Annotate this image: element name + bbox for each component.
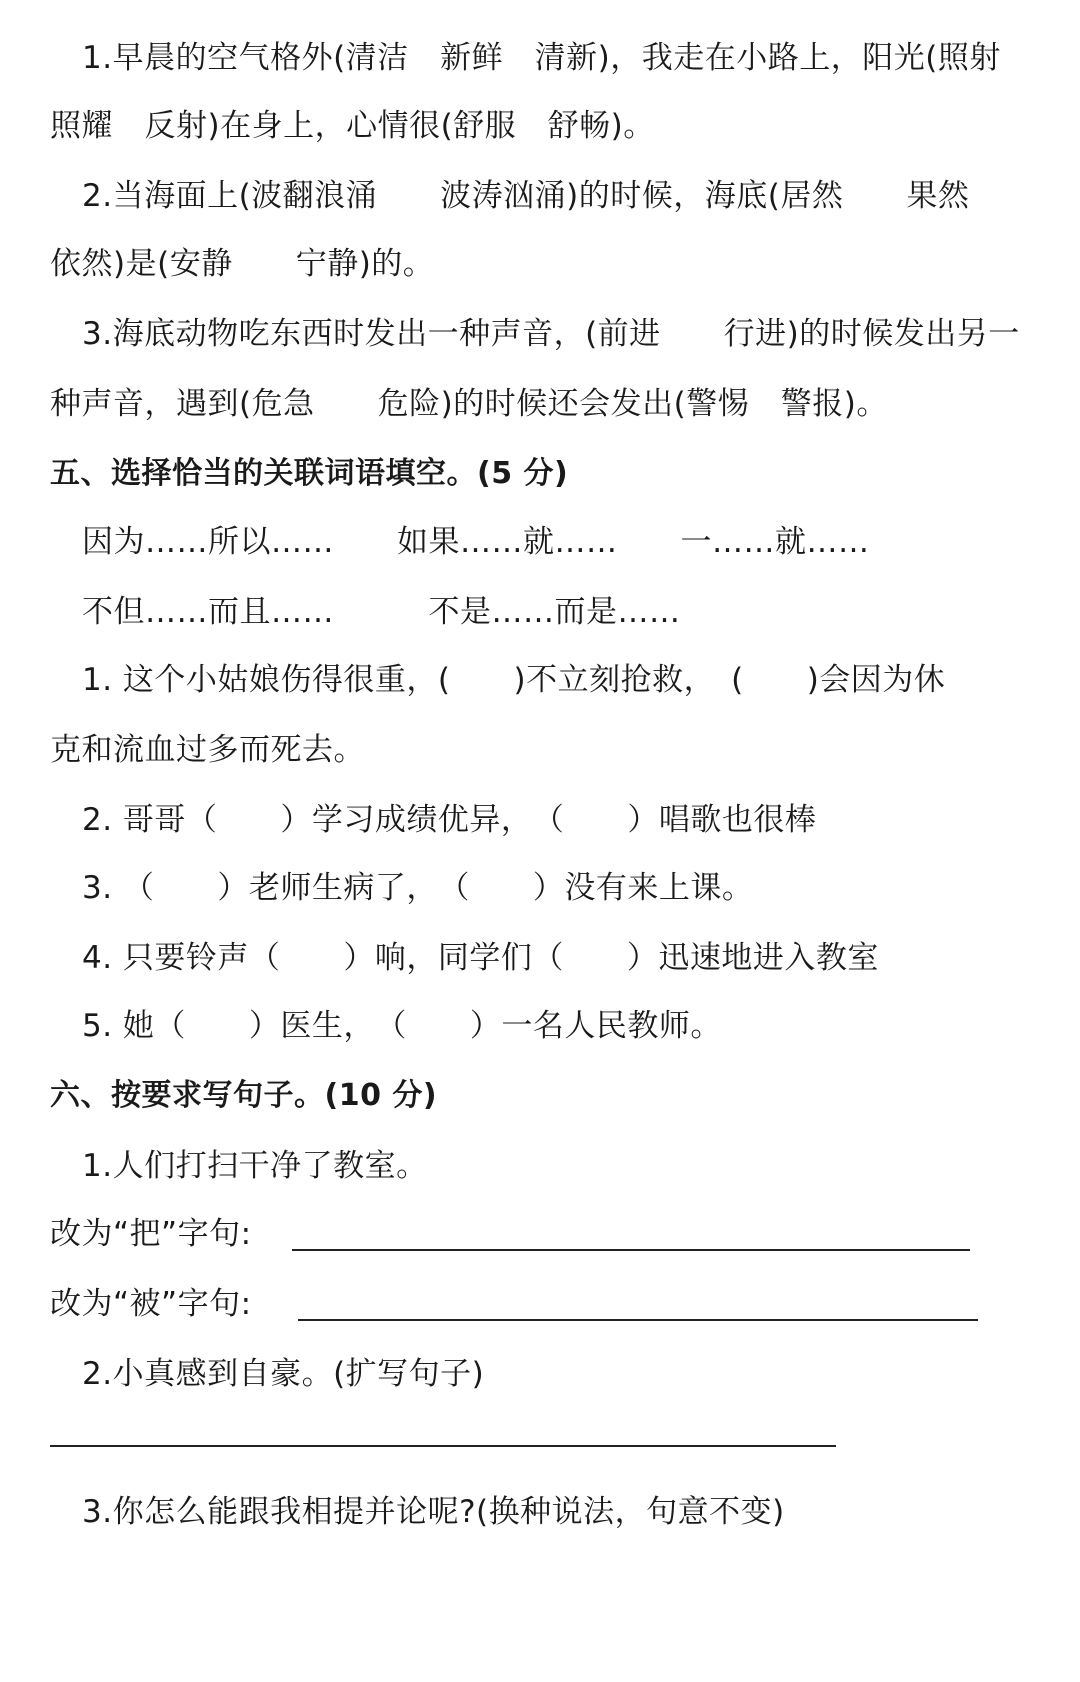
section5-title: 五、选择恰当的关联词语填空。(5 分) (50, 456, 569, 491)
s5-item4: 4. 只要铃声（ ）响，同学们（ ）迅速地进入教室 (82, 940, 879, 976)
s6-q1-ba-answer-line[interactable] (292, 1249, 970, 1251)
s5-options-row1: 因为……所以…… 如果……就…… 一……就…… (82, 524, 870, 560)
s6-q1-bei-answer-line[interactable] (298, 1319, 978, 1321)
s5-options-row2: 不但……而且…… 不是……而是…… (82, 594, 681, 630)
s4-item2-line1: 2.当海面上(波翻浪涌 波涛汹涌)的时候，海底(居然 果然 (82, 178, 970, 214)
s6-q1-bei-label: 改为“被”字句: (50, 1286, 252, 1322)
s5-item2: 2. 哥哥（ ）学习成绩优异， （ ）唱歌也很棒 (82, 802, 817, 838)
s5-item5: 5. 她（ ）医生， （ ）一名人民教师。 (82, 1008, 722, 1044)
s5-item3: 3. （ ）老师生病了， （ ）没有来上课。 (82, 870, 754, 906)
s5-item1-line1: 1. 这个小姑娘伤得很重，( )不立刻抢救， ( )会因为休 (82, 662, 946, 698)
s4-item3-line1: 3.海底动物吃东西时发出一种声音，(前进 行进)的时候发出另一 (82, 316, 1020, 352)
s4-item1-line1: 1.早晨的空气格外(清洁 新鲜 清新)，我走在小路上，阳光(照射 (82, 40, 1001, 76)
s4-item1-line2: 照耀 反射)在身上，心情很(舒服 舒畅)。 (50, 108, 655, 144)
s4-item2-line2: 依然)是(安静 宁静)的。 (50, 246, 435, 282)
s5-item1-line2: 克和流血过多而死去。 (50, 732, 365, 768)
s6-q1-ba-label: 改为“把”字句: (50, 1216, 252, 1252)
s6-q2-answer-line[interactable] (50, 1445, 836, 1447)
s6-q1: 1.人们打扫干净了教室。 (82, 1148, 428, 1184)
s4-item3-line2: 种声音，遇到(危急 危险)的时候还会发出(警惕 警报)。 (50, 386, 888, 422)
section6-title: 六、按要求写句子。(10 分) (50, 1078, 438, 1113)
s6-q2: 2.小真感到自豪。(扩写句子) (82, 1356, 485, 1392)
s6-q3: 3.你怎么能跟我相提并论呢?(换种说法，句意不变) (82, 1494, 785, 1530)
